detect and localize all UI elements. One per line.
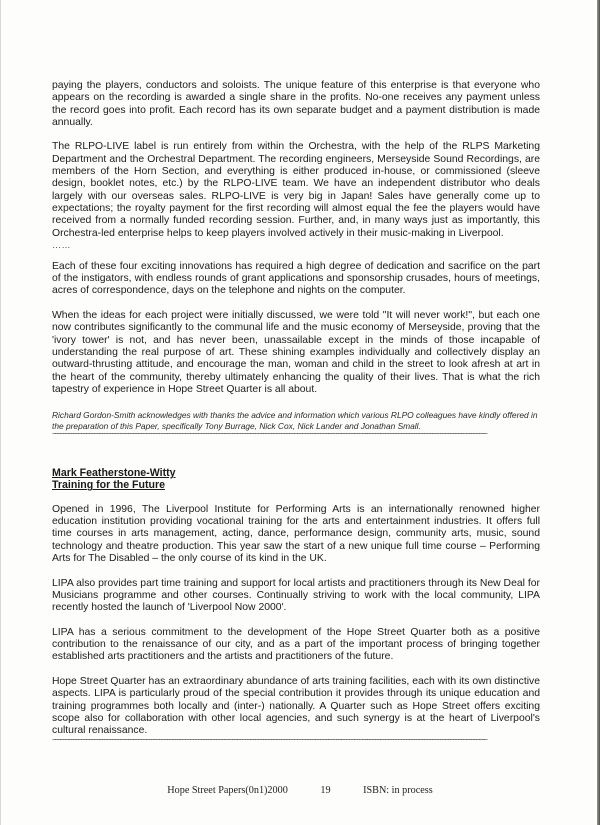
paragraph-lipa-part-time: LIPA also provides part time training and support for local artists and practitioners through its New Deal for Musicians programme and other courses. Continually striving to work with the local community, LIPA recently hosted the launch of 'Liverpool Now 2000'.: [52, 577, 540, 614]
scan-edge-left: [0, 0, 1, 825]
footer-page-number: 19: [320, 785, 331, 796]
footer-publication: Hope Street Papers(0n1)2000: [167, 785, 288, 796]
tilde-separator-1: ~~~~~~~~~~~~~~~~~~~~~~~~~~~~~~~~~~~~~~~~~~~~~~~~~~~~~~~~~~~~~~~~~~~~~~~~~~~~~~~~~~~~~~~~~~~~~~~~~~~~~~~~~~~~~~~~~~~~~~~~~~~~~~~~~~~~~~~~~~~~~~~~~~~~~~~~~~~~~~~~~~~~~~~: [52, 431, 487, 438]
footer-isbn: ISBN: in process: [363, 785, 433, 796]
paragraph-lipa-commitment: LIPA has a serious commitment to the development of the Hope Street Quarter both as a positive contribution to the renaissance of our city, and as a part of the important process of bringing together established arts practitioners and the artists and practitioners of the future.: [52, 626, 540, 663]
paragraph-never-work: When the ideas for each project were initially discussed, we were told "It will never work!", but each one now contributes significantly to the communal life and the music economy of Merseyside, proving that the 'ivory tower' is not, and has never been, unassailable except in the minds of those incapable of understanding the real purpose of art. These shining examples individually and collectively display an outward-thrusting attitude, and encourage the man, woman and child in the street to look afresh at art in the heart of the community, thereby ultimately enhancing the quality of their lives. That is what the rich tapestry of experience in Hope Street Quarter is all about.: [52, 310, 540, 395]
paragraph-innovations: Each of these four exciting innovations has required a high degree of dedication and sacrifice on the part of the instigators, with endless rounds of grant applications and sponsorship crusades, hours of meetings, acres of correspondence, days on the telephone and nights on the computer.: [52, 260, 540, 297]
paragraph-profit-sharing: paying the players, conductors and soloists. The unique feature of this enterprise is that everyone who appears on the recording is awarded a single share in the profits. No-one receives any payment unless the record goes into profit. Each record has its own separate budget and a payment distribution is made annually.: [52, 80, 540, 128]
page-footer: [0, 785, 600, 796]
section-heading: [52, 467, 540, 492]
tilde-separator-2: ~~~~~~~~~~~~~~~~~~~~~~~~~~~~~~~~~~~~~~~~~~~~~~~~~~~~~~~~~~~~~~~~~~~~~~~~~~~~~~~~~~~~~~~~~~~~~~~~~~~~~~~~~~~~~~~~~~~~~~~~~~~~~~~~~~~~~~~~~~~~~~~~~~~~~~~~~~~~~~~~~~~~~~~: [52, 738, 487, 745]
paragraph-rlpo-live-label: The RLPO-LIVE label is run entirely from within the Orchestra, with the help of the RLPS Marketing Department and the Orchestral Department. The recording engineers, Merseyside Sound Recordings, are members of the Horn Section, and everything is either produced in-house, or commissioned (sleeve design, booklet notes, etc.) by the RLPO-LIVE team. We have an independent distributor who deals largely with our overseas sales. RLPO-LIVE is very big in Japan! Sales have generally come up to expectations; the royalty payment for the first recording will almost equal the fee the players would have received from a normally funded recording session. Further, and, in many ways just as importantly, this Orchestra-led enterprise helps to keep players involved actively in their music-making in Liverpool.: [52, 141, 540, 239]
paragraph-lipa-opened: Opened in 1996, The Liverpool Institute for Performing Arts is an internationally renowned higher education institution providing vocational training for the arts and entertainment industries. It offers full time courses in arts management, acting, dance, performance design, community arts, music, sound technology and theatre production. This year saw the start of a new unique full time course – Performing Arts for The Disabled – the only course of its kind in the UK.: [52, 503, 540, 564]
paragraph-hope-street-quarter: Hope Street Quarter has an extraordinary abundance of arts training facilities, each with its own distinctive aspects. LIPA is particularly proud of the special contribution it provides through its unique education and training programmes both locally and (inter-) nationally. A Quarter such as Hope Street offers exciting scope also for collaboration with other local agencies, and such synergy is at the heart of Liverpool's cultural renaissance.: [52, 675, 540, 737]
acknowledgement-note: Richard Gordon-Smith acknowledges with thanks the advice and information which various RLPO colleagues have kindly offered in the preparation of this Paper, specifically Tony Burrage, Nick Cox, Nick Lander and Jonathan Small.: [52, 410, 538, 431]
author-name: Mark Featherstone-Witty: [52, 466, 176, 479]
section-title: Training for the Future: [52, 479, 165, 492]
document-page: [52, 80, 540, 744]
ellipsis-omission: ……: [52, 239, 71, 250]
